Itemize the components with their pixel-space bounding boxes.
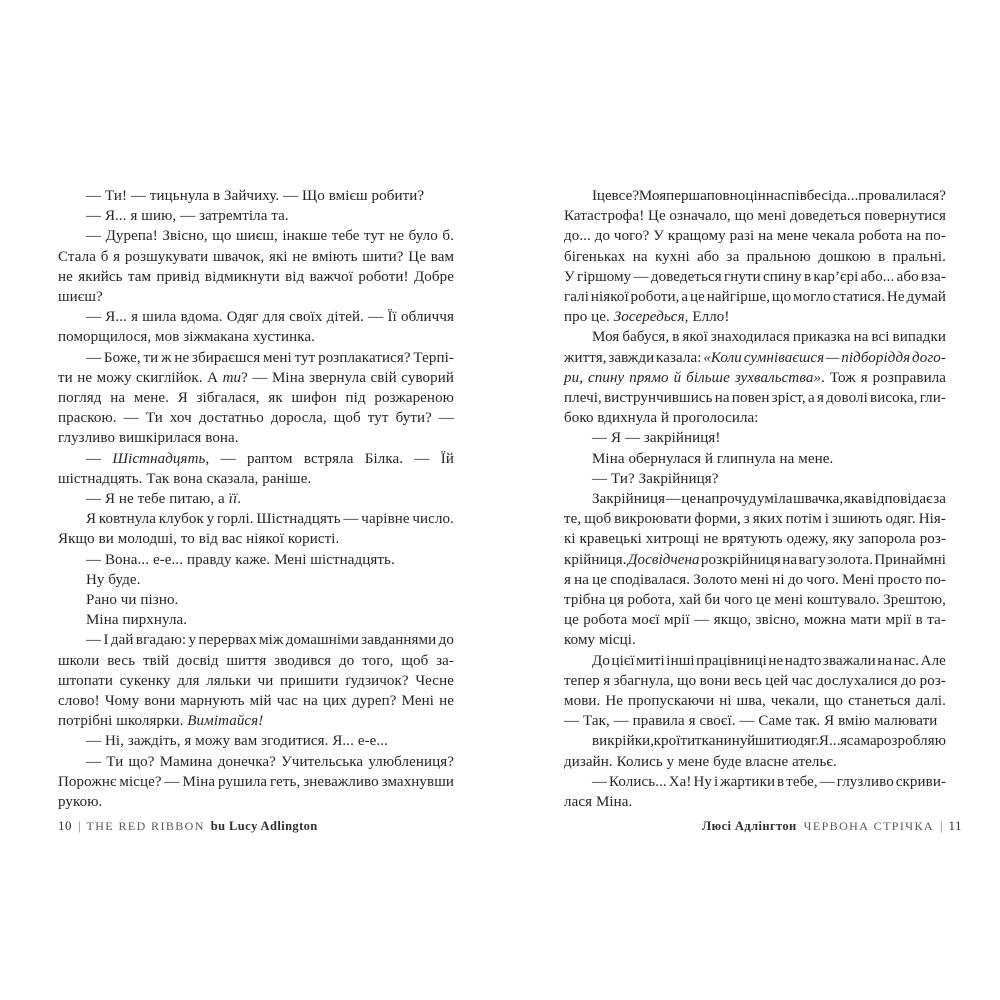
text-line: це робота моєї мрії — якщо, звісно, можна мати мрії в та- <box>564 612 946 629</box>
footer-separator: | <box>78 819 81 833</box>
book-title-footer: THE RED RIBBON <box>86 819 205 833</box>
text-line: шістнадцять. Так вона сказала, раніше. <box>58 470 312 487</box>
text-line: трібна ця робота, хай би чого це мені коштувало. Зрештою, <box>564 592 946 609</box>
text-line: Ну буде. <box>86 571 141 588</box>
text-line: кі кравецькі хитрощі не врятують одежу, яку запорола роз- <box>564 531 947 548</box>
right-page-number: 11 <box>948 818 962 833</box>
text-line: праскою. — Ти хоч достатньо доросла, щоб тут бути? — <box>58 410 455 427</box>
left-page-body <box>58 186 454 812</box>
text-line: плечі, виструнчившись на повен зріст, а я доволі висока, гли- <box>564 390 946 407</box>
right-page-body <box>564 186 946 812</box>
text-line: — Шістнадцять, — раптом встряла Білка. — Їй <box>86 450 454 467</box>
text-line: бігеньках на кухні або за пральною дошкою в пральні. <box>564 248 946 265</box>
text-line: — Так, — правила я своєї. — Саме так. Я вмію малювати <box>564 713 938 730</box>
text-line: крійниця. Досвідчена розкрійниця на вагу золота. Принаймні <box>564 551 946 568</box>
text-line: не якийсь там привід відмикнути від важчої роботи! Добре <box>58 268 454 285</box>
text-line: — Я... я шию, — затремтіла та. <box>86 208 289 225</box>
text-line: Катастрофа! Це означало, що мені доведеться повернутися <box>564 208 946 225</box>
text-line: ти не можу скиглійок. А ти? — Міна звернула свій суворий <box>58 369 454 386</box>
text-line: галі ніякої роботи, а це найгірше, що могло статися. Не думай <box>564 289 946 306</box>
text-line: — Я — закрійниця! <box>592 430 721 447</box>
text-line: рукою. <box>58 794 103 811</box>
text-line: Міна пирхнула. <box>86 612 188 629</box>
text-line: Стала б я розшукувати швачок, які не вміють шити? Це вам <box>58 248 455 265</box>
text-line: потрібні школярки. Вимітайся! <box>58 713 264 730</box>
text-line: викрійки, кроїти тканину й шити одяг. Я... я сама розробляю <box>592 733 947 750</box>
book-title-footer-uk: ЧЕРВОНА СТРІЧКА <box>803 819 934 833</box>
text-line: лася Міна. <box>564 794 633 811</box>
text-line: школи весь твій досвід шиття зводився до того, щоб за- <box>58 652 455 669</box>
text-line: У гіршому — доведеться гнути спину в кар’єрі або... або вза- <box>564 268 947 285</box>
text-line: Я ковтнула клубок у горлі. Шістнадцять — чарівне число. <box>86 511 454 528</box>
text-line: До цієї миті інші працівниці не надто зважали на нас. Але <box>592 652 946 669</box>
text-line: поморщилося, мов зіжмакана хустинка. <box>58 329 315 346</box>
text-line: Закрійниця — це напрочуд уміла швачка, яка відповідає за <box>592 491 946 508</box>
text-line: — Ти! — тицьнула в Зайчиху. — Що вмієш робити? <box>86 188 425 204</box>
text-line: я на це сподівалася. Золото мені ні до чого. Мені просто по- <box>564 571 947 588</box>
text-line: боко вдихнула й проголосила: <box>564 410 759 427</box>
text-line: штопати сукенку для ляльки чи пришити ґудзичок? Чесне <box>58 672 454 689</box>
right-page-footer <box>702 818 962 836</box>
text-line: Міна обернулася й глипнула на мене. <box>592 450 834 467</box>
text-line: — Колись... Ха! Ну і жартики в тебе, — глузливо скриви- <box>592 773 947 790</box>
text-line: тепер я збагнула, що вони весь цей час дослухалися до роз- <box>564 672 946 689</box>
text-line: життя, завжди казала: «Коли сумніваєшся — підборіддя дого- <box>564 349 946 366</box>
text-line: мови. Не пропускаючи ні шва, чекали, що станеться далі. <box>564 693 947 710</box>
text-line: — І дай вгадаю: у перервах між домашніми завданнями до <box>86 632 454 649</box>
text-line: дизайн. Колись у мене буде власне ательє. <box>564 753 837 770</box>
text-line: Рано чи пізно. <box>86 592 179 609</box>
text-line: ри, спину прямо й більше зухвальства». Тож я розправила <box>564 369 947 386</box>
text-line: — Вона... е-е... правду каже. Мені шістнадцять. <box>86 551 395 568</box>
text-line: — Я не тебе питаю, а її. <box>86 491 242 508</box>
text-line: глузливо вишкірилася вона. <box>58 430 239 447</box>
book-author-footer: Люсі Адлінгтон <box>701 819 797 833</box>
text-line: Моя бабуся, в якої знаходилася приказка на всі випадки <box>592 329 946 346</box>
text-line: Якщо ви молодші, то від вас ніякої користі. <box>58 531 340 548</box>
text-line: — Ні, заждіть, я можу вам згодитися. Я... е-е... <box>86 733 388 750</box>
footer-separator: | <box>939 819 943 833</box>
text-line: кому місці. <box>564 632 636 649</box>
text-line: слово! Чому вони марнують мій час на цих дуреп? Мені не <box>58 693 455 710</box>
text-line: І це все? Моя перша повноцінна співбесіда... провалилася? <box>592 188 947 204</box>
text-line: те, щоб викроювати форми, з яких потім і зшиють одяг. Нія- <box>564 511 947 528</box>
text-line: — Ти що? Мамина донечка? Учительська улюблениця? <box>86 753 455 770</box>
text-line: Порожнє місце? — Міна рушила геть, зневажливо змахнувши <box>58 773 454 790</box>
text-line: — Я... я шила вдома. Одяг для своїх дітей. — Її обличчя <box>86 309 454 326</box>
text-line: шиєш? <box>58 289 103 306</box>
text-line: — Ти? Закрійниця? <box>592 470 719 487</box>
text-line: про це. Зосередься, Елло! <box>564 309 730 326</box>
text-line: погляд на мене. Я зібгалася, як шифон під розжареною <box>58 390 454 407</box>
left-page-footer <box>58 818 318 836</box>
text-line: — Дурепа! Звісно, що шиєш, інакше тебе тут не було б. <box>86 228 454 245</box>
book-byline-footer: bu Lucy Adlington <box>210 819 318 833</box>
text-line: — Боже, ти ж не збираєшся мені тут розплакатися? Терпі- <box>86 349 454 366</box>
left-page-number: 10 <box>58 818 72 833</box>
text-line: до... до чого? У кращому разі на мене чекала робота на по- <box>564 228 946 245</box>
